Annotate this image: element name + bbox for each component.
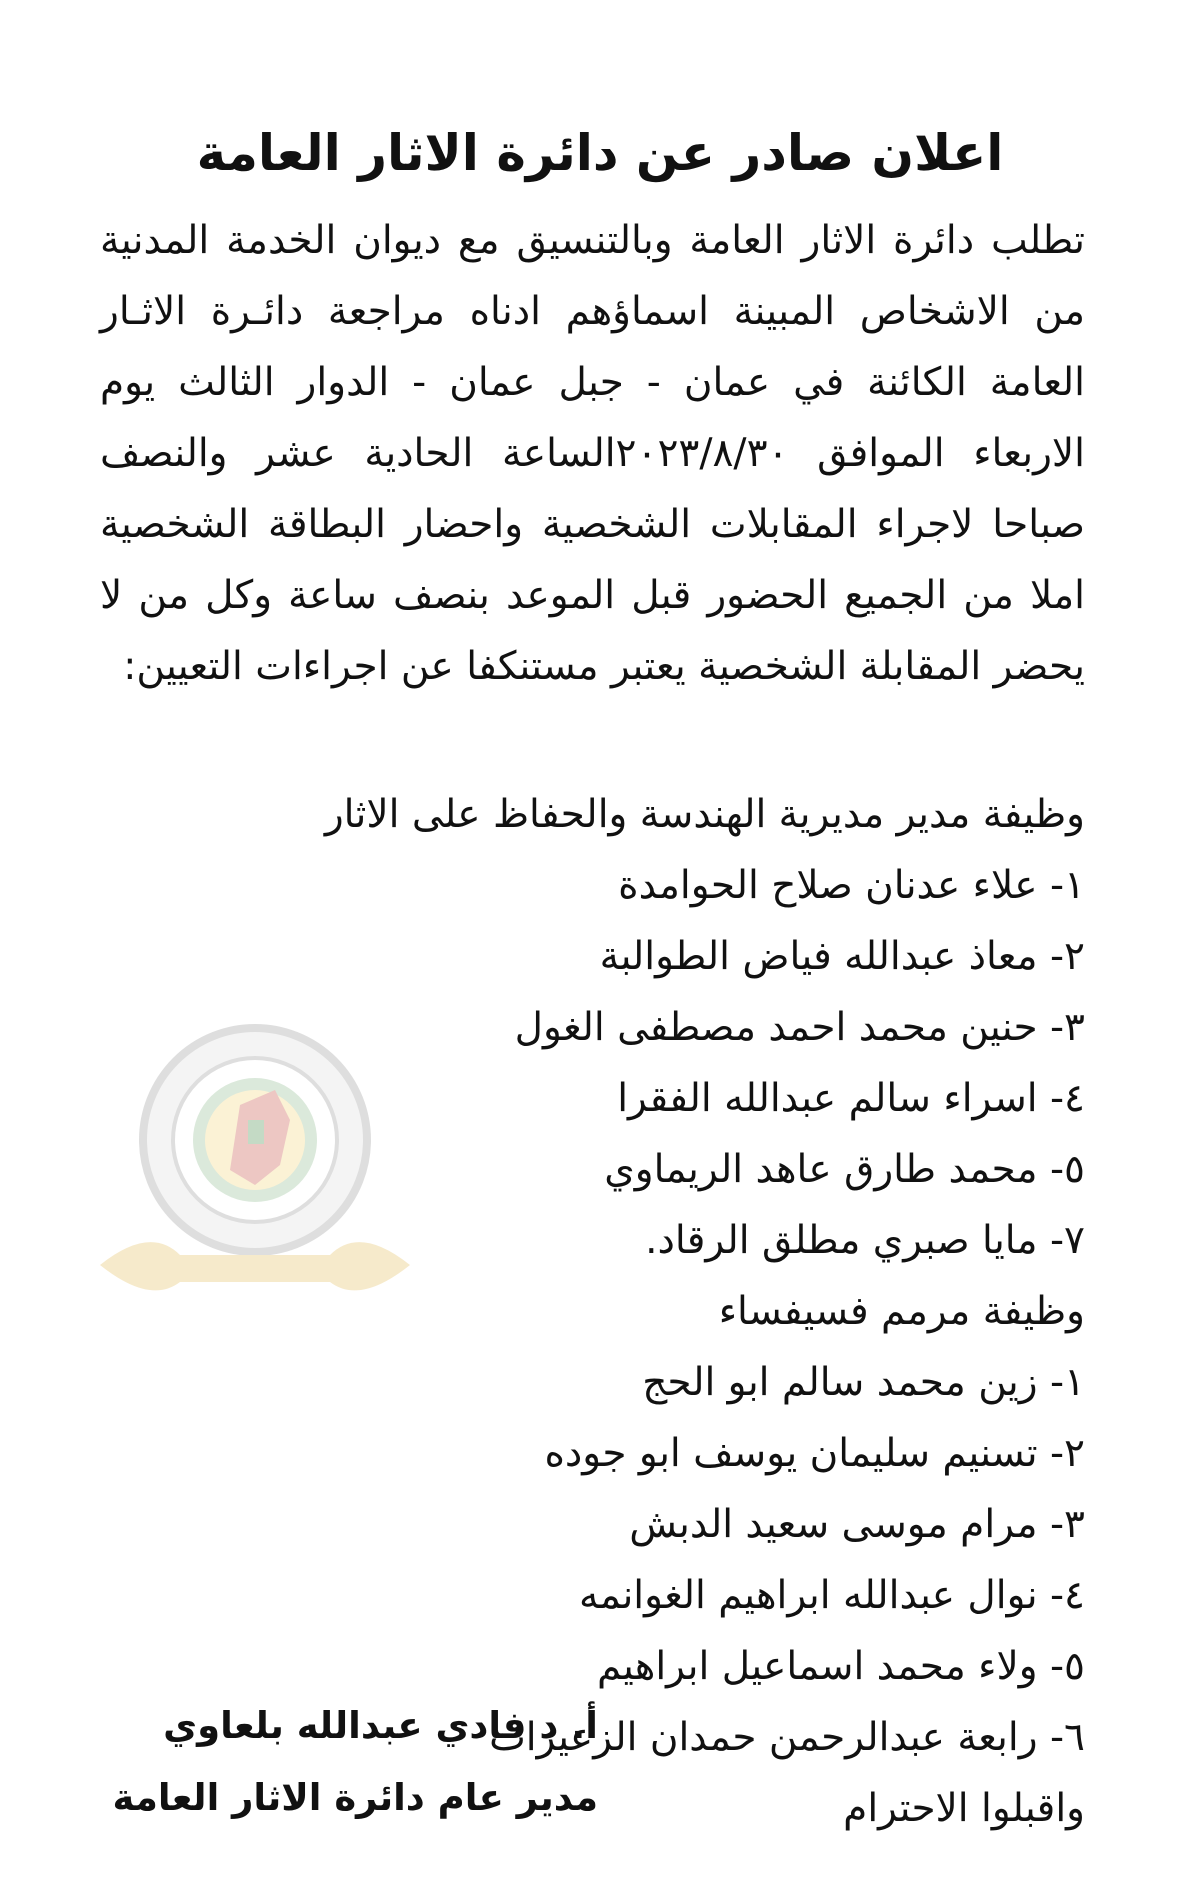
signature-block — [98, 1690, 598, 1834]
list-item: ٤- نوال عبدالله ابراهيم الغوانمه — [579, 1573, 1085, 1618]
section-heading: وظيفة مرمم فسيفساء — [718, 1289, 1085, 1334]
list-item: ٤- اسراء سالم عبدالله الفقرا — [617, 1076, 1085, 1121]
list-item: ٣- مرام موسى سعيد الدبش — [629, 1502, 1085, 1547]
list-item: ٥- محمد طارق عاهد الريماوي — [604, 1147, 1085, 1192]
list-item: ١- زين محمد سالم ابو الحج — [642, 1360, 1085, 1405]
signatory-name: أ. د فادي عبدالله بلعاوي — [163, 1704, 598, 1747]
list-item: ١- علاء عدنان صلاح الحوامدة — [618, 863, 1085, 908]
announcement-intro: تطلب دائرة الاثار العامة وبالتنسيق مع ديوان الخدمة المدنية من الاشخاص المبينة اسماؤهم ادناه مراجعة دائـرة الاثـار العامة الكائنة في عمان - جبل عمان - الدوار الثالث يوم الاربعاء الموافق ٢٠٢٣/٨/٣٠الساعة الحادية عشر والنصف صباحا لاجراء المقابلات الشخصية واحضار البطاقة الشخصية املا من الجميع الحضور قبل الموعد بنصف ساعة وكل من لا يحضر المقابلة الشخصية يعتبر مستنكفا عن اجراءات التعيين: — [100, 218, 1085, 689]
job-section-engineering — [325, 779, 1085, 1276]
list-item: ٥- ولاء محمد اسماعيل ابراهيم — [597, 1644, 1085, 1689]
list-item: ٢- معاذ عبدالله فياض الطوالبة — [599, 934, 1085, 979]
closing-line: واقبلوا الاحترام — [843, 1786, 1085, 1831]
signatory-position: مدير عام دائرة الاثار العامة — [112, 1776, 598, 1819]
list-item: ٧- مايا صبري مطلق الرقاد. — [645, 1218, 1085, 1263]
list-item: ٢- تسنيم سليمان يوسف ابو جوده — [544, 1431, 1085, 1476]
list-item: ٣- حنين محمد احمد مصطفى الغول — [514, 1005, 1085, 1050]
announcement-title: اعلان صادر عن دائرة الاثار العامة — [196, 124, 1004, 182]
list-item: ٦- رابعة عبدالرحمن حمدان الزعيرات — [489, 1715, 1085, 1760]
section-heading: وظيفة مدير مديرية الهندسة والحفاظ على الاثار — [324, 792, 1085, 837]
